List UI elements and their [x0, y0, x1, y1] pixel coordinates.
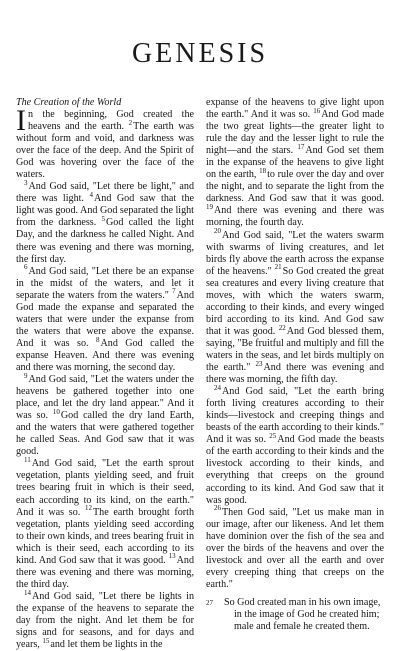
paragraph [206, 227, 385, 387]
right-column [206, 97, 384, 633]
verse-number: 24 [214, 383, 221, 392]
poetry-block [206, 597, 384, 633]
book-title: GENESIS [131, 38, 269, 69]
verse-text: and let them be lights in the [50, 639, 163, 651]
verse-text: expanse of the heavens to give light upon the earth." And it was so. [206, 97, 384, 121]
verse-text: And there was evening and there was morning, the fifth day. [206, 362, 385, 386]
poetry-line [206, 597, 384, 609]
verse-text: And God said, "Let there be an expanse in the midst of the waters, and let it separate the waters from the waters." [16, 265, 194, 301]
paragraph [206, 97, 384, 230]
verse-number: 15 [42, 636, 50, 645]
verse-text: The earth brought forth vegetation, plants yielding seed according to their own kinds, and trees bearing fruit in which is their seed, each according to its kind. And God saw that it was good. [16, 506, 194, 566]
verse-number: 17 [297, 142, 305, 151]
verse-text: Then God said, "Let us make man in our image, after our likeness. And let them have dominion over the fish of the sea and over the birds of the heavens and over the livestock and over all the earth and over every creeping thing that creeps on the earth." [206, 506, 384, 590]
poetry-text: So God created man in his own image, [224, 596, 381, 608]
verse-number: 25 [269, 431, 277, 440]
paragraph [16, 178, 195, 265]
verse-number: 18 [259, 166, 267, 175]
verse-number: 3 [24, 178, 28, 187]
section-heading: The Creation of the World [16, 97, 122, 108]
verse-number: 10 [52, 407, 60, 416]
verse-text: And God made the expanse and separated the waters that were under the expanse from the waters that were above the expanse. And it was so. [16, 289, 195, 349]
verse-number: 19 [206, 203, 213, 212]
verse-number: 4 [89, 190, 93, 199]
paragraph [206, 504, 384, 591]
verse-number: 2 [128, 118, 133, 127]
verse-number: 9 [24, 371, 28, 380]
poetry-text: male and female he created them. [234, 621, 370, 633]
verse-number: 23 [255, 359, 263, 368]
verse-number: 13 [168, 552, 176, 561]
verse-text: And there was evening and there was morning, the fourth day. [206, 205, 384, 229]
verse-text: And God said, "Let there be light," and there was light. [16, 181, 194, 205]
verse-text: The earth was without form and void, and darkness was over the face of the deep. And the Spirit of God was hovering over the face of the waters. [16, 121, 194, 181]
verse-text: And God said, "Let the earth bring forth living creatures according to their kinds—livestock and creeping things and beasts of the earth according to their kinds." And it was so. [206, 386, 384, 446]
verse-text: And God said, "Let the earth sprout vegetation, plants yielding seed, and fruit trees bearing fruit in which is their seed, each according to its kind, on the earth." And it was so. [16, 458, 194, 518]
verse-number: 16 [313, 106, 321, 115]
verse-text: So God created the great sea creatures and every living creature that moves, with which the waters swarm, according to their kinds, and every winged bird according to its kind. And God saw that it was good. [206, 265, 384, 337]
poetry-line [206, 609, 384, 621]
verse-number: 22 [278, 323, 286, 332]
verse-number: 21 [274, 263, 282, 272]
paragraph [16, 458, 194, 591]
verse-number: 5 [101, 215, 105, 224]
verse-number: 27 [206, 598, 213, 607]
poetry-line [206, 621, 384, 633]
paragraph [16, 263, 195, 374]
verse-text: And God said, "Let the waters swarm with swarms of living creatures, and let birds fly above the earth across the expanse of the heavens." [206, 229, 384, 277]
verse-text: And God saw that the light was good. And God separated the light from the darkness. [16, 193, 195, 229]
paragraph [206, 383, 385, 506]
verse-text: And God made the two great lights—the greater light to rule the day and the lesser light to rule the night—and the stars. [206, 109, 384, 157]
left-column [16, 97, 194, 651]
drop-cap: I [16, 104, 26, 137]
verse-number: 11 [24, 456, 31, 464]
verse-text: And God blessed them, saying, "Be fruitful and multiply and fill the waters in the seas, and let birds multiply on the earth." [206, 325, 385, 374]
verse-text: God called the light Day, and the darkness he called Night. And there was evening and there was morning, the first day. [16, 217, 195, 265]
verse-number: 7 [172, 287, 176, 296]
verse-text: And God set them in the expanse of the heavens to give light on the earth, [206, 145, 384, 181]
verse-text: And God called the expanse Heaven. And there was evening and there was morning, the second day. [16, 337, 195, 373]
verse-number: 20 [214, 227, 221, 236]
verse-text: And God said, "Let there be lights in the expanse of the heavens to separate the day from the night. And let them be for signs and for seasons, and for days and years, [16, 590, 194, 651]
verse-number: 26 [214, 504, 221, 513]
paragraph [16, 588, 194, 651]
verse-number: 12 [85, 504, 92, 513]
verse-number: 14 [24, 588, 31, 597]
poetry-text: in the image of God he created him; [234, 608, 380, 620]
verse-text: And there was evening and there was morning, the third day. [16, 554, 194, 590]
verse-text: And God said, "Let the waters under the heavens be gathered together into one place, and let the dry land appear." And it was so. [16, 374, 194, 422]
verse-text: God called the dry land Earth, and the waters that were gathered together he called Seas. And God saw that it was good. [16, 410, 194, 458]
verse-number: 6 [24, 263, 28, 272]
paragraph [16, 371, 194, 458]
verse-text: n the beginning, God created the heavens and the earth. [28, 109, 194, 133]
verse-number: 8 [95, 335, 100, 344]
verse-text: to rule over the day and over the night, and to separate the light from the darkness. And God saw that it was good. [206, 169, 384, 205]
paragraph [16, 104, 194, 181]
verse-text: And God made the beasts of the earth according to their kinds and the livestock according to their kinds, and everything that creeps on the ground according to its kind. And God saw that it was good. [206, 434, 385, 506]
